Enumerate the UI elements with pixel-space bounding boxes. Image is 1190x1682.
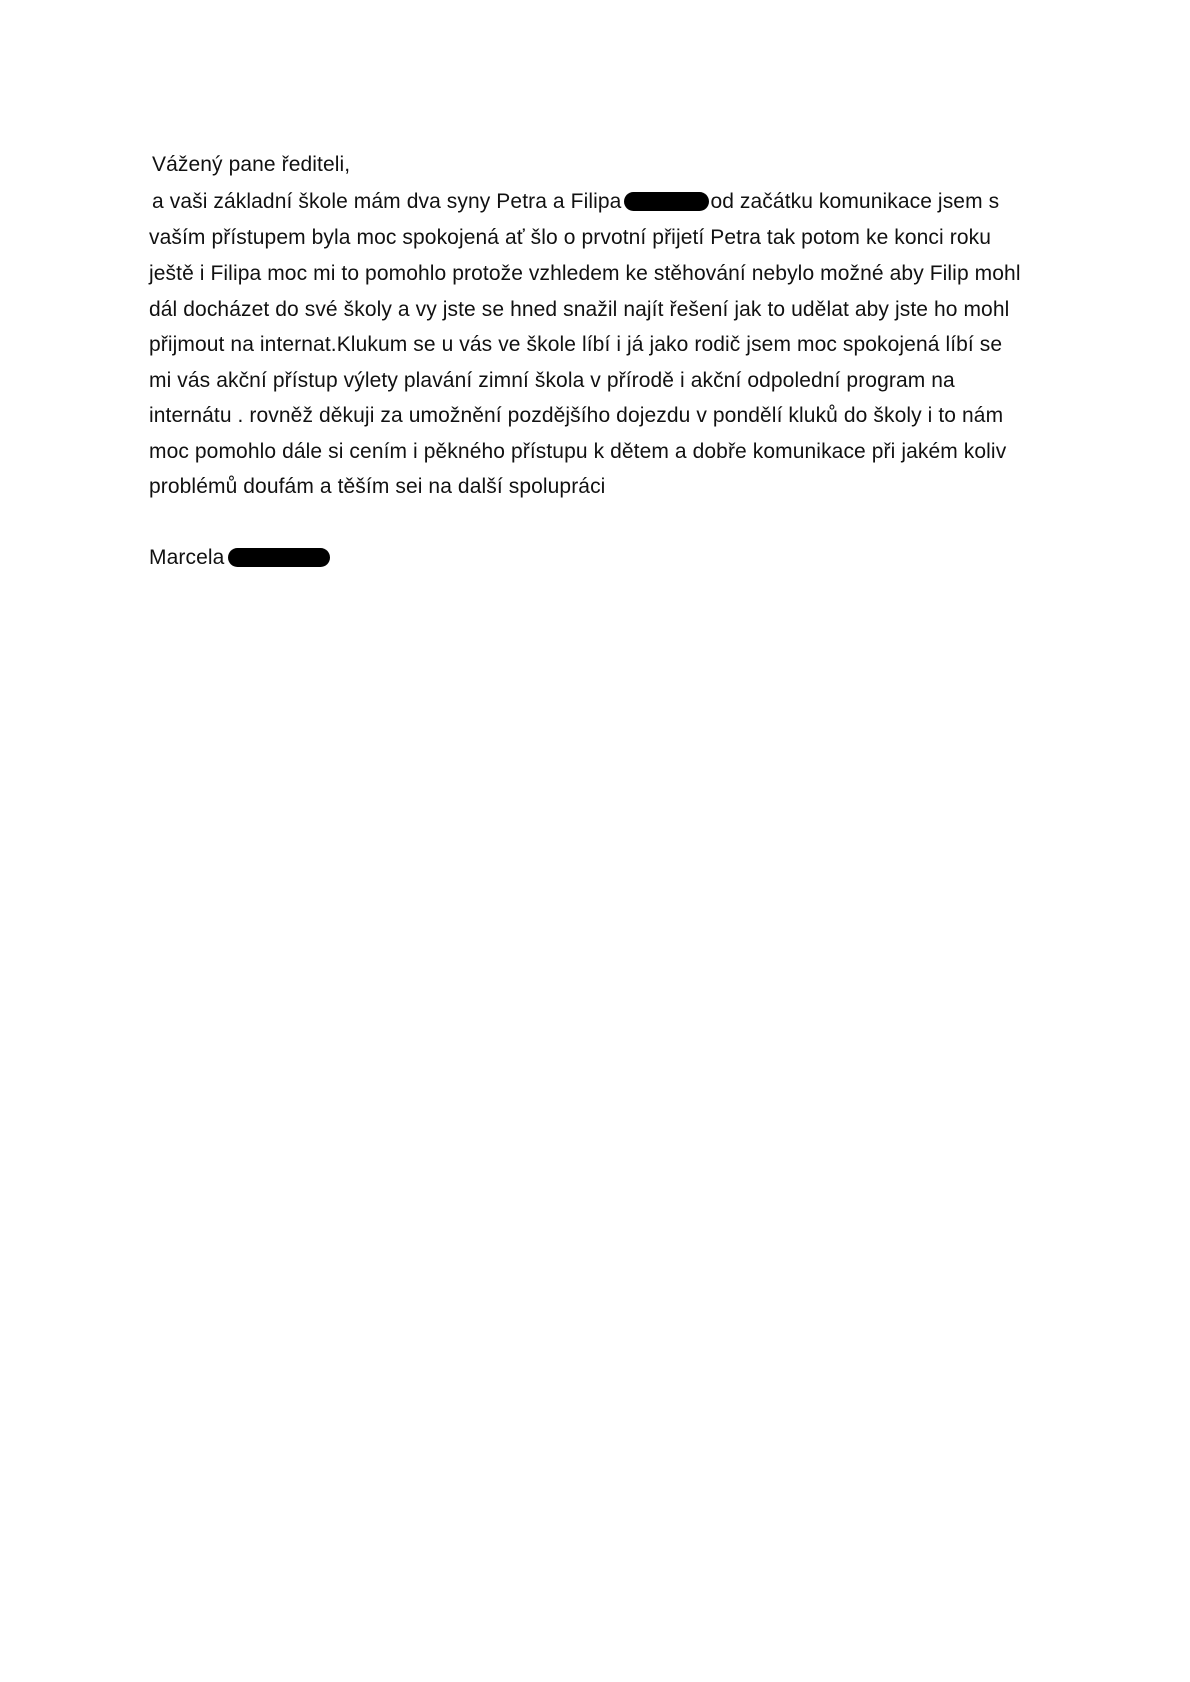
body-line-1 <box>152 189 999 215</box>
body-line-5: přijmout na internat.Klukum se u vás ve škole líbí i já jako rodič jsem moc spokojená líbí se <box>149 333 1003 356</box>
body-line-4: dál docházet do své školy a vy jste se hned snažil najít řešení jak to udělat aby jste ho mohl <box>149 298 1010 321</box>
body-line-1-end: od začátku komunikace jsem s <box>710 190 1000 213</box>
body-line-6: mi vás akční přístup výlety plavání zimní škola v přírodě i akční odpolední program na <box>149 369 955 392</box>
body-line-1-start: a vaši základní škole mám dva syny Petra a Filipa <box>152 190 622 213</box>
redacted-signature-surname <box>228 548 330 567</box>
body-line-2: vaším přístupem byla moc spokojená ať šlo o prvotní přijetí Petra tak potom ke konci roku <box>149 226 991 249</box>
body-line-8: moc pomohlo dále si cením i pěkného přístupu k dětem a dobře komunikace při jakém koliv <box>149 440 1007 463</box>
signature <box>149 545 330 571</box>
body-line-7: internátu . rovněž děkuji za umožnění pozdějšího dojezdu v pondělí kluků do školy i to nám <box>149 404 1004 427</box>
body-line-9: problémů doufám a těším sei na další spolupráci <box>149 475 606 498</box>
redacted-surname <box>624 192 709 211</box>
salutation: Vážený pane řediteli, <box>152 153 351 176</box>
signature-first-name: Marcela <box>149 546 225 569</box>
body-line-3: ještě i Filipa moc mi to pomohlo protože vzhledem ke stěhování nebylo možné aby Filip mohl <box>149 262 1021 285</box>
